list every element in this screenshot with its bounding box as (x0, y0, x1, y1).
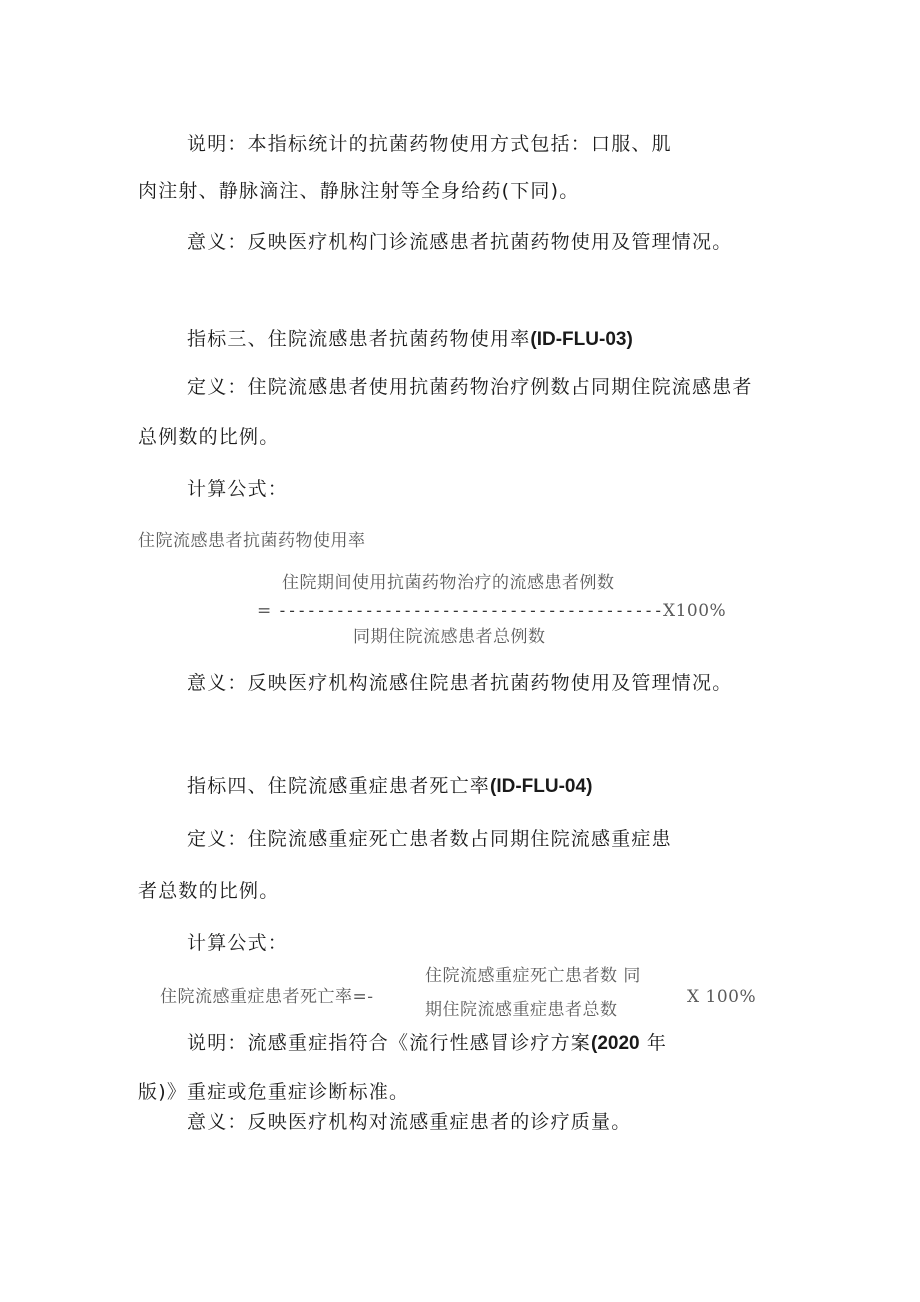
indicator-4-note-line-2: 版)》重症或危重症诊断标准。 (138, 1081, 410, 1103)
indicator-4-note-line-1 (187, 1030, 667, 1057)
indicator-4-multiplier: X 100% (687, 987, 757, 1007)
indicator-4-formula-name: 住院流感重症患者死亡率=- (160, 987, 374, 1007)
note-year: (2020 (591, 1033, 640, 1054)
indicator-3-code: (ID-FLU-03) (530, 329, 633, 350)
indicator-4-code: (ID-FLU-04) (490, 776, 593, 797)
indicator-4-denominator: 期住院流感重症患者总数 (425, 1000, 618, 1020)
indicator-4-title: 指标四、住院流感重症患者死亡率 (187, 775, 491, 797)
indicator-4-definition-line-2: 者总数的比例。 (138, 880, 280, 902)
indicator-4-heading (187, 773, 592, 800)
explanation-line-2: 肉注射、静脉滴注、静脉注射等全身给药(下同)。 (138, 180, 580, 202)
indicator-4-formula-label: 计算公式： (187, 932, 289, 954)
indicator-3-fraction-row (257, 598, 726, 624)
fraction-bar: ---------------------------------------- (277, 601, 663, 620)
note-year-suffix: 年 (639, 1032, 668, 1054)
indicator-3-heading (187, 326, 633, 353)
indicator-4-definition-line-1: 定义：住院流感重症死亡患者数占同期住院流感重症患 (187, 828, 672, 850)
explanation-line-1: 说明：本指标统计的抗菌药物使用方式包括：口服、肌 (187, 133, 672, 155)
indicator-3-title: 指标三、住院流感患者抗菌药物使用率 (187, 328, 531, 350)
indicator-3-definition-line-1: 定义：住院流感患者使用抗菌药物治疗例数占同期住院流感患者 (187, 376, 753, 398)
note-text: 说明：流感重症指符合《流行性感冒诊疗方案 (187, 1032, 592, 1054)
indicator-3-formula-name: 住院流感患者抗菌药物使用率 (138, 531, 366, 551)
indicator-3-meaning: 意义：反映医疗机构流感住院患者抗菌药物使用及管理情况。 (187, 672, 733, 694)
indicator-4-numerator: 住院流感重症死亡患者数 同 (425, 966, 641, 986)
multiplier: X100% (662, 601, 727, 621)
indicator-3-formula-label: 计算公式： (187, 478, 289, 500)
indicator-3-numerator: 住院期间使用抗菌药物治疗的流感患者例数 (282, 573, 615, 593)
indicator-4-meaning: 意义：反映医疗机构对流感重症患者的诊疗质量。 (187, 1111, 632, 1133)
meaning-paragraph-1: 意义：反映医疗机构门诊流感患者抗菌药物使用及管理情况。 (187, 231, 733, 253)
indicator-3-denominator: 同期住院流感患者总例数 (353, 627, 546, 647)
indicator-3-definition-line-2: 总例数的比例。 (138, 426, 280, 448)
equals-sign: = (257, 601, 272, 621)
